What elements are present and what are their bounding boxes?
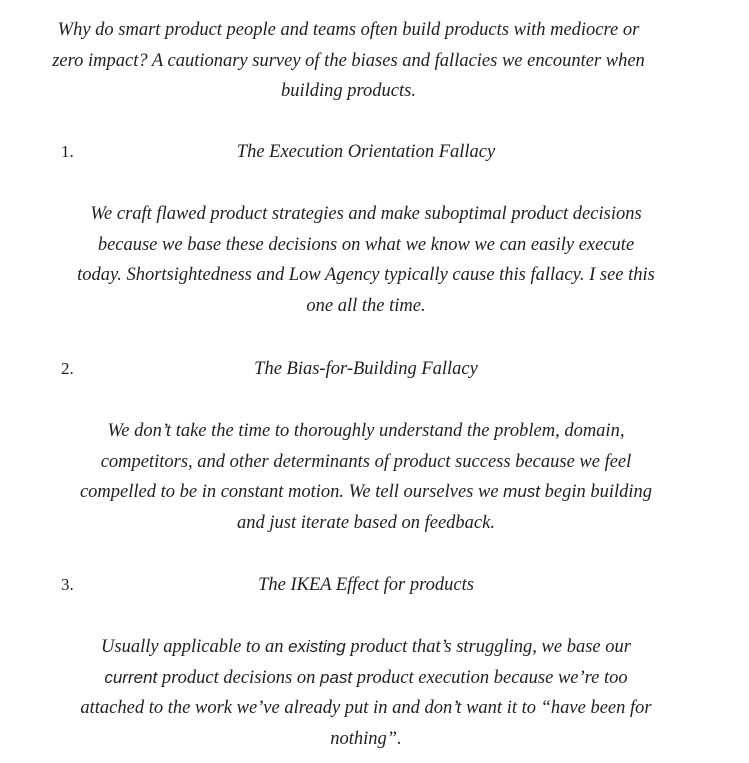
emphasis-text: must xyxy=(503,482,540,501)
list-item-number: 2. xyxy=(61,359,74,378)
body-text: product that’s struggling, we base our xyxy=(345,637,631,657)
emphasis-text: past xyxy=(319,667,353,687)
list-item-title: The Bias-for-Building Fallacy xyxy=(254,359,478,379)
body-text: product decisions on xyxy=(157,667,320,688)
body-text: product execution because we’re too attached to the work we’ve already put in and don’t want it to “have been for nothing”. xyxy=(80,667,652,749)
list-item-title: The IKEA Effect for products xyxy=(258,575,474,595)
list-item-body xyxy=(76,632,656,754)
list-item-body: We craft flawed product strategies and make suboptimal product decisions because we base these decisions on what we know we can easily execute today. Shortsightedness and Low Agency typically cause this fallacy. I see this one all the time. xyxy=(77,204,655,316)
body-text: begin building and just iterate based on feedback. xyxy=(237,482,653,533)
list-item-title: The Execution Orientation Fallacy xyxy=(236,142,496,162)
intro-paragraph: Why do smart product people and teams often build products with mediocre or zero impact? A cautionary survey of the biases and fallacies we encounter when building products. xyxy=(52,20,645,101)
emphasis-text: existing xyxy=(288,637,346,656)
list-item-number: 1. xyxy=(61,142,74,161)
body-text: We don’t take the time to thoroughly understand the problem, domain, competitors, and other determinants of product success because we feel compelled to be in constant motion. We tell ourselves we xyxy=(79,421,632,502)
list-item-body xyxy=(76,416,656,538)
list-item-number: 3. xyxy=(61,575,74,594)
emphasis-text: current xyxy=(104,667,158,687)
body-text: Usually applicable to an xyxy=(101,637,289,657)
